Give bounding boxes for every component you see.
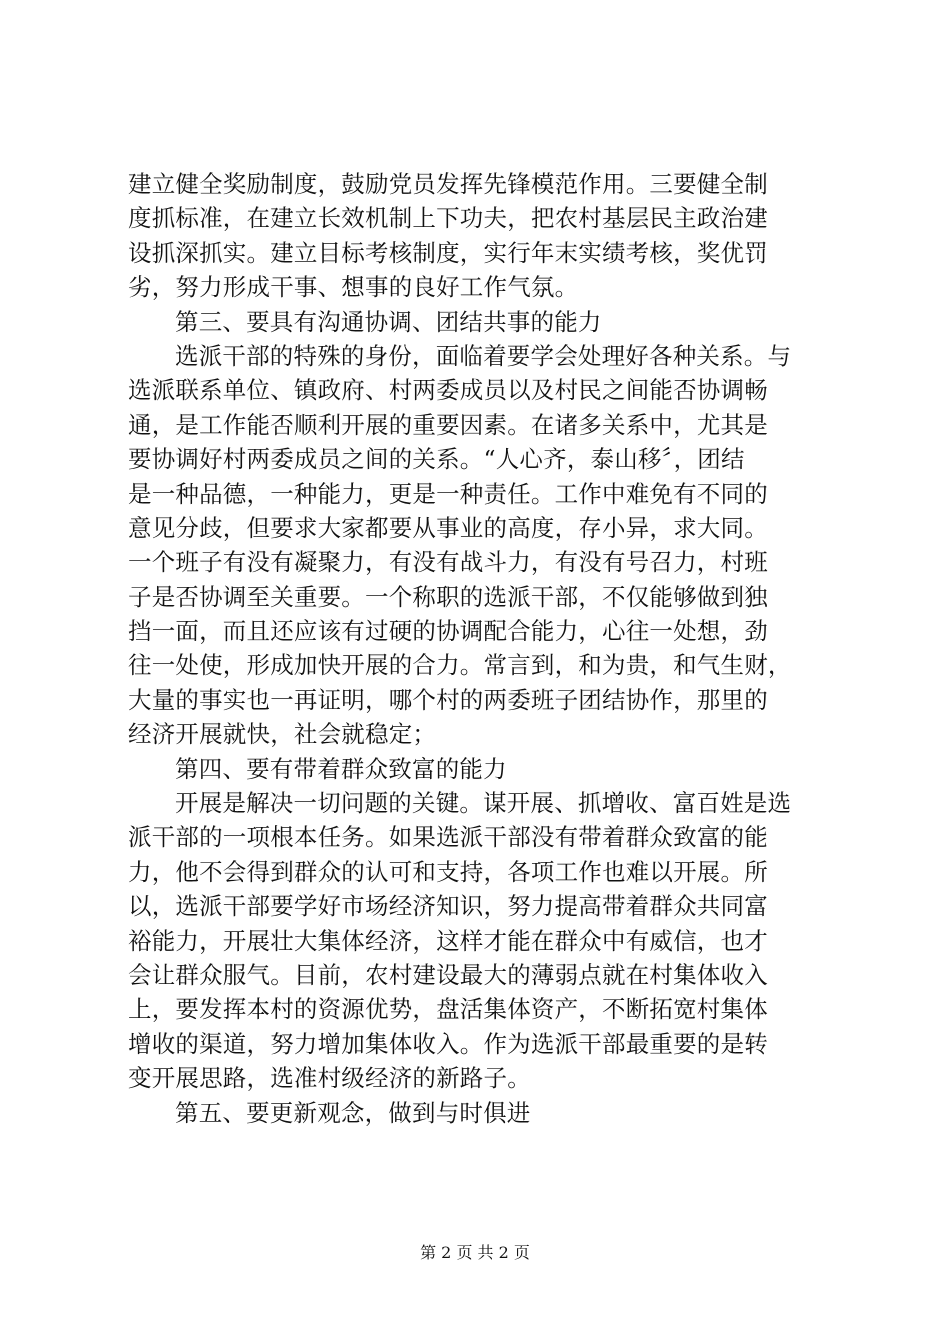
text-line: 往一处使，形成加快开展的合力。常言到，和为贵，和气生财，: [128, 651, 792, 680]
text-line: 一个班子有没有凝聚力，有没有战斗力，有没有号召力，村班: [128, 548, 768, 577]
text-line: 设抓深抓实。建立目标考核制度，实行年末实绩考核，奖优罚: [128, 238, 768, 267]
text-line: 子是否协调至关重要。一个称职的选派干部，不仅能够做到独: [128, 582, 768, 611]
page-number-footer: 第 2 页 共 2 页: [420, 1243, 530, 1262]
text-line: 要协调好村两委成员之间的关系。“人心齐，泰山移〞，团结: [128, 445, 745, 474]
text-line: 变开展思路，选准村级经济的新路子。: [128, 1064, 531, 1093]
text-line: 经济开展就快，社会就稳定；: [128, 720, 437, 749]
text-line: 劣，努力形成干事、想事的良好工作气氛。: [128, 273, 579, 302]
paragraph-first-line: 选派干部的特殊的身份，面临着要学会处理好各种关系。与: [175, 341, 792, 370]
text-line: 会让群众服气。目前，农村建设最大的薄弱点就在村集体收入: [128, 960, 768, 989]
text-line: 通，是工作能否顺利开展的重要因素。在诸多关系中，尤其是: [128, 410, 768, 439]
text-line: 增收的渠道，努力增加集体收入。作为选派干部最重要的是转: [128, 1029, 768, 1058]
section-heading-3: 第三、要具有沟通协调、团结共事的能力: [175, 307, 602, 336]
text-line: 意见分歧，但要求大家都要从事业的高度，存小异，求大同。: [128, 513, 768, 542]
text-line: 以，选派干部要学好市场经济知识，努力提高带着群众共同富: [128, 892, 768, 921]
text-line: 上，要发挥本村的资源优势，盘活集体资产，不断拓宽村集体: [128, 995, 768, 1024]
text-line: 力，他不会得到群众的认可和支持，各项工作也难以开展。所: [128, 857, 768, 886]
paragraph-first-line: 开展是解决一切问题的关键。谋开展、抓增收、富百姓是选: [175, 789, 792, 818]
document-body: [128, 167, 832, 1130]
text-line: 度抓标准，在建立长效机制上下功夫，把农村基层民主政治建: [128, 204, 768, 233]
text-line: 大量的事实也一再证明，哪个村的两委班子团结协作，那里的: [128, 685, 768, 714]
text-line: 是一种品德，一种能力，更是一种责任。工作中难免有不同的: [128, 479, 768, 508]
text-line: 裕能力，开展壮大集体经济，这样才能在群众中有威信，也才: [128, 926, 768, 955]
text-line: 派干部的一项根本任务。如果选派干部没有带着群众致富的能: [128, 823, 768, 852]
text-line: 选派联系单位、镇政府、村两委成员以及村民之间能否协调畅: [128, 376, 768, 405]
text-line: 建立健全奖励制度，鼓励党员发挥先锋模范作用。三要健全制: [128, 170, 768, 198]
section-heading-4: 第四、要有带着群众致富的能力: [175, 754, 507, 783]
section-heading-5: 第五、要更新观念，做到与时俱进: [175, 1098, 531, 1127]
text-line: 挡一面，而且还应该有过硬的协调配合能力，心往一处想，劲: [128, 617, 768, 646]
